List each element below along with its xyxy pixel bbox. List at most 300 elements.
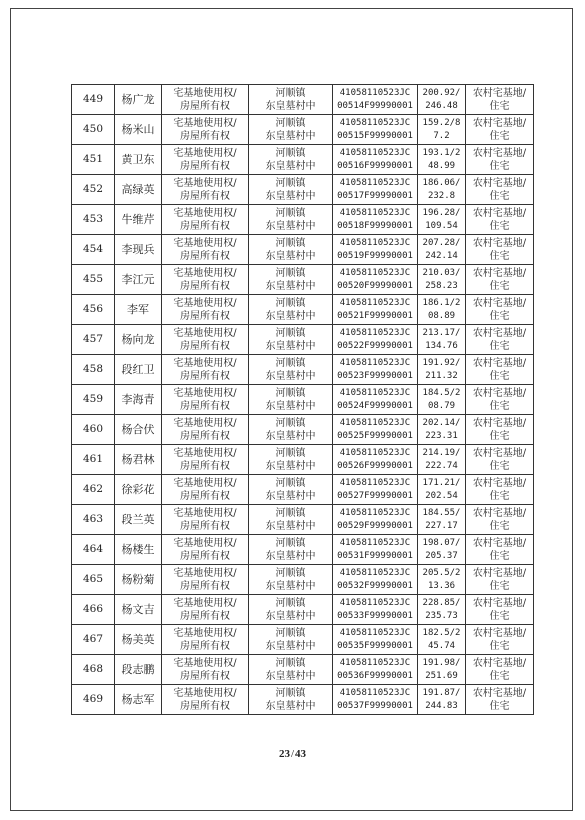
right-type-line1: 宅基地使用权/ (173, 207, 237, 219)
right-type-cell (162, 475, 249, 505)
row-number: 450 (72, 115, 115, 145)
unit-code-cell (333, 535, 418, 565)
right-type-cell (162, 295, 249, 325)
unit-code-line2: 00535F99990001 (337, 640, 413, 651)
row-number: 454 (72, 235, 115, 265)
location-town: 河顺镇 (275, 657, 306, 669)
unit-code-line2: 00523F99990001 (337, 370, 413, 381)
right-type-line1: 宅基地使用权/ (173, 117, 237, 129)
unit-code-line1: 41058110523JC (339, 207, 411, 218)
usage-line1: 农村宅基地/ (472, 267, 527, 279)
unit-code-line2: 00531F99990001 (337, 550, 413, 561)
table-row (72, 655, 534, 685)
right-type-line2: 房屋所有权 (180, 220, 230, 232)
location-village: 东皇墓村中 (265, 130, 316, 142)
owner-name: 李江元 (115, 265, 162, 295)
right-type-line2: 房屋所有权 (180, 340, 230, 352)
unit-code-cell (333, 145, 418, 175)
usage-line1: 农村宅基地/ (472, 537, 527, 549)
location-town: 河顺镇 (275, 477, 306, 489)
usage-cell (466, 445, 534, 475)
usage-line2: 住宅 (489, 490, 510, 502)
area-cell (418, 595, 466, 625)
unit-code-line2: 00522F99990001 (337, 340, 413, 351)
location-cell (249, 325, 333, 355)
right-type-line2: 房屋所有权 (180, 370, 230, 382)
unit-code-line2: 00525F99990001 (337, 430, 413, 441)
area-line2: 08.89 (427, 310, 456, 321)
right-type-line1: 宅基地使用权/ (173, 237, 237, 249)
right-type-line2: 房屋所有权 (180, 100, 230, 112)
area-line1: 198.07/ (422, 537, 461, 548)
table-row (72, 235, 534, 265)
owner-name: 黄卫东 (115, 145, 162, 175)
table-row (72, 355, 534, 385)
usage-line2: 住宅 (489, 130, 510, 142)
table-row (72, 385, 534, 415)
location-cell (249, 655, 333, 685)
usage-line1: 农村宅基地/ (472, 327, 527, 339)
unit-code-line2: 00527F99990001 (337, 490, 413, 501)
area-line2: 134.76 (425, 340, 458, 351)
area-cell (418, 655, 466, 685)
area-line2: 227.17 (425, 520, 458, 531)
usage-line2: 住宅 (489, 220, 510, 232)
right-type-line2: 房屋所有权 (180, 640, 230, 652)
area-line2: 246.48 (425, 100, 458, 111)
right-type-line1: 宅基地使用权/ (173, 507, 237, 519)
usage-line1: 农村宅基地/ (472, 297, 527, 309)
table-row (72, 475, 534, 505)
usage-line1: 农村宅基地/ (472, 567, 527, 579)
unit-code-cell (333, 175, 418, 205)
location-village: 东皇墓村中 (265, 490, 316, 502)
unit-code-line1: 41058110523JC (339, 507, 411, 518)
location-village: 东皇墓村中 (265, 340, 316, 352)
row-number: 451 (72, 145, 115, 175)
area-line1: 171.21/ (422, 477, 461, 488)
area-line2: 223.31 (425, 430, 458, 441)
table-row (72, 295, 534, 325)
right-type-cell (162, 385, 249, 415)
location-cell (249, 175, 333, 205)
owner-name: 杨合伏 (115, 415, 162, 445)
location-village: 东皇墓村中 (265, 400, 316, 412)
area-cell (418, 685, 466, 715)
area-line2: 232.8 (427, 190, 456, 201)
location-cell (249, 505, 333, 535)
unit-code-cell (333, 445, 418, 475)
area-line1: 182.5/2 (422, 627, 461, 638)
location-cell (249, 565, 333, 595)
right-type-cell (162, 415, 249, 445)
location-town: 河顺镇 (275, 597, 306, 609)
row-number: 468 (72, 655, 115, 685)
area-line1: 228.85/ (422, 597, 461, 608)
area-line2: 235.73 (425, 610, 458, 621)
location-town: 河顺镇 (275, 417, 306, 429)
unit-code-line1: 41058110523JC (339, 567, 411, 578)
location-cell (249, 265, 333, 295)
right-type-cell (162, 505, 249, 535)
right-type-line1: 宅基地使用权/ (173, 267, 237, 279)
location-town: 河顺镇 (275, 177, 306, 189)
right-type-line1: 宅基地使用权/ (173, 417, 237, 429)
unit-code-cell (333, 205, 418, 235)
usage-cell (466, 85, 534, 115)
table-row (72, 625, 534, 655)
usage-line2: 住宅 (489, 340, 510, 352)
owner-name: 李军 (115, 295, 162, 325)
owner-name: 段兰英 (115, 505, 162, 535)
unit-code-line2: 00515F99990001 (337, 130, 413, 141)
area-cell (418, 415, 466, 445)
row-number: 458 (72, 355, 115, 385)
current-page: 23 (278, 748, 290, 760)
unit-code-line1: 41058110523JC (339, 357, 411, 368)
location-town: 河顺镇 (275, 87, 306, 99)
unit-code-line2: 00524F99990001 (337, 400, 413, 411)
unit-code-line1: 41058110523JC (339, 597, 411, 608)
location-village: 东皇墓村中 (265, 700, 316, 712)
owner-name: 杨粉菊 (115, 565, 162, 595)
unit-code-line2: 00520F99990001 (337, 280, 413, 291)
usage-line2: 住宅 (489, 310, 510, 322)
area-line2: 258.23 (425, 280, 458, 291)
area-line2: 109.54 (425, 220, 458, 231)
location-village: 东皇墓村中 (265, 220, 316, 232)
location-cell (249, 475, 333, 505)
location-cell (249, 295, 333, 325)
area-line2: 242.14 (425, 250, 458, 261)
location-town: 河顺镇 (275, 567, 306, 579)
right-type-line1: 宅基地使用权/ (173, 297, 237, 309)
row-number: 449 (72, 85, 115, 115)
area-cell (418, 115, 466, 145)
right-type-line1: 宅基地使用权/ (173, 537, 237, 549)
right-type-line2: 房屋所有权 (180, 190, 230, 202)
unit-code-cell (333, 505, 418, 535)
right-type-line1: 宅基地使用权/ (173, 87, 237, 99)
row-number: 455 (72, 265, 115, 295)
area-line2: 205.37 (425, 550, 458, 561)
area-cell (418, 445, 466, 475)
usage-cell (466, 325, 534, 355)
usage-line2: 住宅 (489, 100, 510, 112)
unit-code-line1: 41058110523JC (339, 537, 411, 548)
owner-name: 牛维芹 (115, 205, 162, 235)
location-village: 东皇墓村中 (265, 310, 316, 322)
right-type-line1: 宅基地使用权/ (173, 687, 237, 699)
usage-line2: 住宅 (489, 190, 510, 202)
location-cell (249, 625, 333, 655)
usage-cell (466, 355, 534, 385)
location-town: 河顺镇 (275, 297, 306, 309)
table-body (72, 85, 534, 715)
area-cell (418, 145, 466, 175)
unit-code-line1: 41058110523JC (339, 417, 411, 428)
location-cell (249, 385, 333, 415)
location-town: 河顺镇 (275, 357, 306, 369)
unit-code-cell (333, 685, 418, 715)
right-type-cell (162, 205, 249, 235)
area-cell (418, 355, 466, 385)
row-number: 463 (72, 505, 115, 535)
unit-code-line2: 00521F99990001 (337, 310, 413, 321)
area-cell (418, 505, 466, 535)
right-type-line1: 宅基地使用权/ (173, 477, 237, 489)
right-type-cell (162, 685, 249, 715)
area-line1: 186.06/ (422, 177, 461, 188)
area-line2: 13.36 (427, 580, 456, 591)
location-village: 东皇墓村中 (265, 520, 316, 532)
area-line2: 7.2 (433, 130, 450, 141)
location-cell (249, 535, 333, 565)
area-line1: 210.03/ (422, 267, 461, 278)
usage-line1: 农村宅基地/ (472, 477, 527, 489)
unit-code-cell (333, 235, 418, 265)
location-town: 河顺镇 (275, 387, 306, 399)
area-line1: 184.55/ (422, 507, 461, 518)
location-town: 河顺镇 (275, 507, 306, 519)
unit-code-line1: 41058110523JC (339, 447, 411, 458)
area-line2: 48.99 (427, 160, 456, 171)
right-type-line1: 宅基地使用权/ (173, 327, 237, 339)
right-type-line1: 宅基地使用权/ (173, 657, 237, 669)
unit-code-line2: 00533F99990001 (337, 610, 413, 621)
right-type-cell (162, 535, 249, 565)
area-line1: 214.19/ (422, 447, 461, 458)
unit-code-line2: 00517F99990001 (337, 190, 413, 201)
unit-code-line1: 41058110523JC (339, 687, 411, 698)
right-type-line2: 房屋所有权 (180, 580, 230, 592)
area-cell (418, 175, 466, 205)
unit-code-line1: 41058110523JC (339, 267, 411, 278)
right-type-cell (162, 235, 249, 265)
table-row (72, 205, 534, 235)
usage-line1: 农村宅基地/ (472, 207, 527, 219)
unit-code-cell (333, 325, 418, 355)
area-line1: 184.5/2 (422, 387, 461, 398)
owner-name: 杨米山 (115, 115, 162, 145)
location-village: 东皇墓村中 (265, 640, 316, 652)
owner-name: 段红卫 (115, 355, 162, 385)
usage-line2: 住宅 (489, 550, 510, 562)
usage-line1: 农村宅基地/ (472, 87, 527, 99)
page-separator: / (290, 748, 295, 760)
usage-cell (466, 685, 534, 715)
table-row (72, 175, 534, 205)
usage-line2: 住宅 (489, 640, 510, 652)
location-cell (249, 445, 333, 475)
row-number: 459 (72, 385, 115, 415)
area-line2: 244.83 (425, 700, 458, 711)
right-type-line1: 宅基地使用权/ (173, 177, 237, 189)
unit-code-line2: 00536F99990001 (337, 670, 413, 681)
unit-code-cell (333, 415, 418, 445)
area-line2: 202.54 (425, 490, 458, 501)
unit-code-line1: 41058110523JC (339, 477, 411, 488)
table-row (72, 445, 534, 475)
area-line1: 191.98/ (422, 657, 461, 668)
unit-code-line2: 00518F99990001 (337, 220, 413, 231)
right-type-cell (162, 595, 249, 625)
area-line1: 159.2/8 (422, 117, 461, 128)
unit-code-line2: 00529F99990001 (337, 520, 413, 531)
usage-cell (466, 295, 534, 325)
usage-cell (466, 595, 534, 625)
right-type-cell (162, 355, 249, 385)
unit-code-line2: 00514F99990001 (337, 100, 413, 111)
usage-cell (466, 655, 534, 685)
location-town: 河顺镇 (275, 117, 306, 129)
area-cell (418, 565, 466, 595)
area-cell (418, 235, 466, 265)
owner-name: 杨向龙 (115, 325, 162, 355)
area-line2: 222.74 (425, 460, 458, 471)
usage-line1: 农村宅基地/ (472, 417, 527, 429)
usage-line2: 住宅 (489, 460, 510, 472)
area-cell (418, 475, 466, 505)
usage-cell (466, 625, 534, 655)
location-cell (249, 595, 333, 625)
table-row (72, 685, 534, 715)
area-line2: 08.79 (427, 400, 456, 411)
usage-line1: 农村宅基地/ (472, 447, 527, 459)
area-line1: 207.28/ (422, 237, 461, 248)
usage-cell (466, 385, 534, 415)
right-type-cell (162, 265, 249, 295)
area-line1: 191.92/ (422, 357, 461, 368)
location-village: 东皇墓村中 (265, 190, 316, 202)
right-type-cell (162, 565, 249, 595)
area-cell (418, 295, 466, 325)
table-row (72, 415, 534, 445)
right-type-line1: 宅基地使用权/ (173, 357, 237, 369)
area-cell (418, 625, 466, 655)
unit-code-line2: 00526F99990001 (337, 460, 413, 471)
table-row (72, 565, 534, 595)
row-number: 457 (72, 325, 115, 355)
location-village: 东皇墓村中 (265, 430, 316, 442)
usage-line1: 农村宅基地/ (472, 657, 527, 669)
usage-line2: 住宅 (489, 160, 510, 172)
right-type-cell (162, 175, 249, 205)
right-type-line2: 房屋所有权 (180, 700, 230, 712)
unit-code-cell (333, 565, 418, 595)
page-number (0, 748, 585, 760)
owner-name: 杨广龙 (115, 85, 162, 115)
location-village: 东皇墓村中 (265, 550, 316, 562)
unit-code-cell (333, 475, 418, 505)
usage-line1: 农村宅基地/ (472, 177, 527, 189)
row-number: 469 (72, 685, 115, 715)
right-type-line2: 房屋所有权 (180, 490, 230, 502)
right-type-cell (162, 625, 249, 655)
area-line1: 205.5/2 (422, 567, 461, 578)
usage-line2: 住宅 (489, 250, 510, 262)
row-number: 453 (72, 205, 115, 235)
row-number: 460 (72, 415, 115, 445)
area-line2: 45.74 (427, 640, 456, 651)
usage-cell (466, 175, 534, 205)
location-cell (249, 85, 333, 115)
unit-code-line1: 41058110523JC (339, 147, 411, 158)
owner-name: 高绿英 (115, 175, 162, 205)
area-line1: 200.92/ (422, 87, 461, 98)
location-cell (249, 685, 333, 715)
right-type-line2: 房屋所有权 (180, 250, 230, 262)
owner-name: 徐彩花 (115, 475, 162, 505)
usage-line1: 农村宅基地/ (472, 627, 527, 639)
unit-code-line1: 41058110523JC (339, 117, 411, 128)
location-town: 河顺镇 (275, 207, 306, 219)
row-number: 452 (72, 175, 115, 205)
area-cell (418, 85, 466, 115)
right-type-line2: 房屋所有权 (180, 400, 230, 412)
unit-code-line1: 41058110523JC (339, 327, 411, 338)
area-line1: 191.87/ (422, 687, 461, 698)
table-row (72, 505, 534, 535)
unit-code-cell (333, 625, 418, 655)
usage-line2: 住宅 (489, 400, 510, 412)
location-village: 东皇墓村中 (265, 670, 316, 682)
unit-code-cell (333, 115, 418, 145)
usage-cell (466, 535, 534, 565)
usage-line1: 农村宅基地/ (472, 237, 527, 249)
unit-code-line2: 00516F99990001 (337, 160, 413, 171)
unit-code-line1: 41058110523JC (339, 387, 411, 398)
table-row (72, 325, 534, 355)
owner-name: 段志鹏 (115, 655, 162, 685)
location-town: 河顺镇 (275, 447, 306, 459)
usage-line2: 住宅 (489, 280, 510, 292)
unit-code-line1: 41058110523JC (339, 237, 411, 248)
area-line1: 186.1/2 (422, 297, 461, 308)
unit-code-line1: 41058110523JC (339, 177, 411, 188)
unit-code-line1: 41058110523JC (339, 657, 411, 668)
location-town: 河顺镇 (275, 237, 306, 249)
table-row (72, 595, 534, 625)
owner-name: 杨楼生 (115, 535, 162, 565)
area-line1: 213.17/ (422, 327, 461, 338)
location-town: 河顺镇 (275, 627, 306, 639)
right-type-cell (162, 655, 249, 685)
location-town: 河顺镇 (275, 267, 306, 279)
unit-code-line2: 00532F99990001 (337, 580, 413, 591)
usage-cell (466, 415, 534, 445)
property-rights-table (71, 84, 534, 715)
location-village: 东皇墓村中 (265, 280, 316, 292)
area-cell (418, 535, 466, 565)
unit-code-line2: 00519F99990001 (337, 250, 413, 261)
usage-cell (466, 505, 534, 535)
location-village: 东皇墓村中 (265, 370, 316, 382)
row-number: 462 (72, 475, 115, 505)
area-cell (418, 205, 466, 235)
owner-name: 李现兵 (115, 235, 162, 265)
right-type-line2: 房屋所有权 (180, 280, 230, 292)
total-pages: 43 (295, 748, 307, 760)
usage-cell (466, 475, 534, 505)
location-town: 河顺镇 (275, 327, 306, 339)
right-type-line2: 房屋所有权 (180, 160, 230, 172)
location-cell (249, 145, 333, 175)
unit-code-cell (333, 355, 418, 385)
row-number: 465 (72, 565, 115, 595)
right-type-line1: 宅基地使用权/ (173, 147, 237, 159)
location-cell (249, 355, 333, 385)
